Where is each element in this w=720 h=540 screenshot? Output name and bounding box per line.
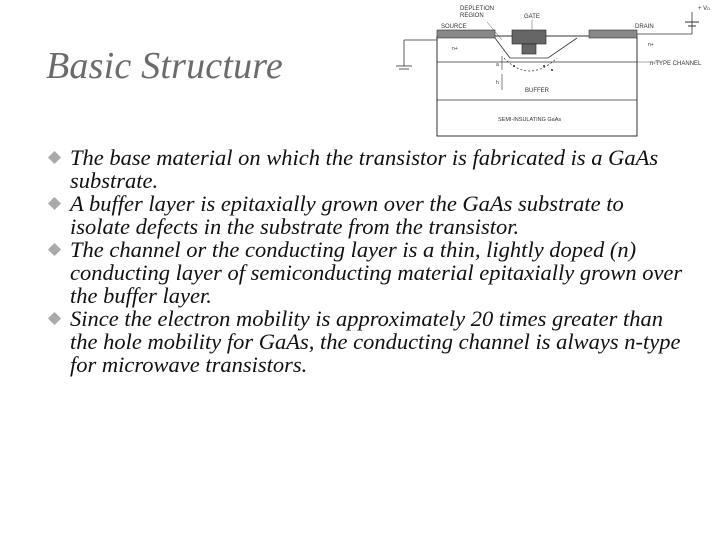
label-substrate: SEMI-INSULATING GaAs [498, 117, 562, 123]
label-depletion-line1: DEPLETION [460, 6, 495, 12]
bullet-item [46, 238, 686, 307]
diamond-bullet-icon [48, 151, 61, 164]
bullet-item [46, 307, 686, 376]
mesfet-structure-diagram [392, 0, 720, 140]
label-drain: DRAIN [635, 24, 654, 30]
bullet-text: Since the electron mobility is approximately 20 times greater than the hole mobility for GaAs, the conducting channel is always n-type for microwave transistors. [70, 306, 681, 377]
bullet-text: The base material on which the transistor is fabricated is a GaAs substrate. [70, 145, 659, 193]
slide-title: Basic Structure [46, 45, 283, 87]
bullet-item [46, 146, 686, 192]
bullet-item [46, 192, 686, 238]
diamond-bullet-icon [48, 312, 61, 325]
gate-contact [512, 30, 546, 44]
label-a: a [496, 62, 499, 68]
charge-dot [551, 69, 553, 71]
bullet-text: A buffer layer is epitaxially grown over the GaAs substrate to isolate defects in the substrate from the transistor. [70, 191, 624, 239]
charge-dot [543, 65, 545, 67]
label-gate: GATE [524, 14, 540, 20]
label-n-type-channel: n-TYPE CHANNEL [650, 61, 702, 67]
bullet-text: The channel or the conducting layer is a thin, lightly doped (n) conducting layer of semiconducting material epitaxially grown over the buffer layer. [70, 237, 683, 308]
label-vd: + VD [698, 6, 711, 12]
source-contact [437, 30, 495, 38]
label-h: h [496, 80, 499, 86]
label-depletion-region [460, 6, 496, 19]
label-buffer: BUFFER [525, 88, 549, 94]
label-n-plus-left: n+ [452, 46, 458, 52]
diamond-bullet-icon [48, 197, 61, 210]
bullet-list [46, 146, 686, 376]
label-source: SOURCE [441, 24, 467, 30]
drain-contact [589, 30, 637, 38]
label-n-plus-right: n+ [648, 42, 654, 48]
charge-dot [513, 65, 515, 67]
diamond-bullet-icon [48, 243, 61, 256]
label-depletion-line2: REGION [460, 13, 484, 19]
gate-stem [522, 44, 536, 54]
